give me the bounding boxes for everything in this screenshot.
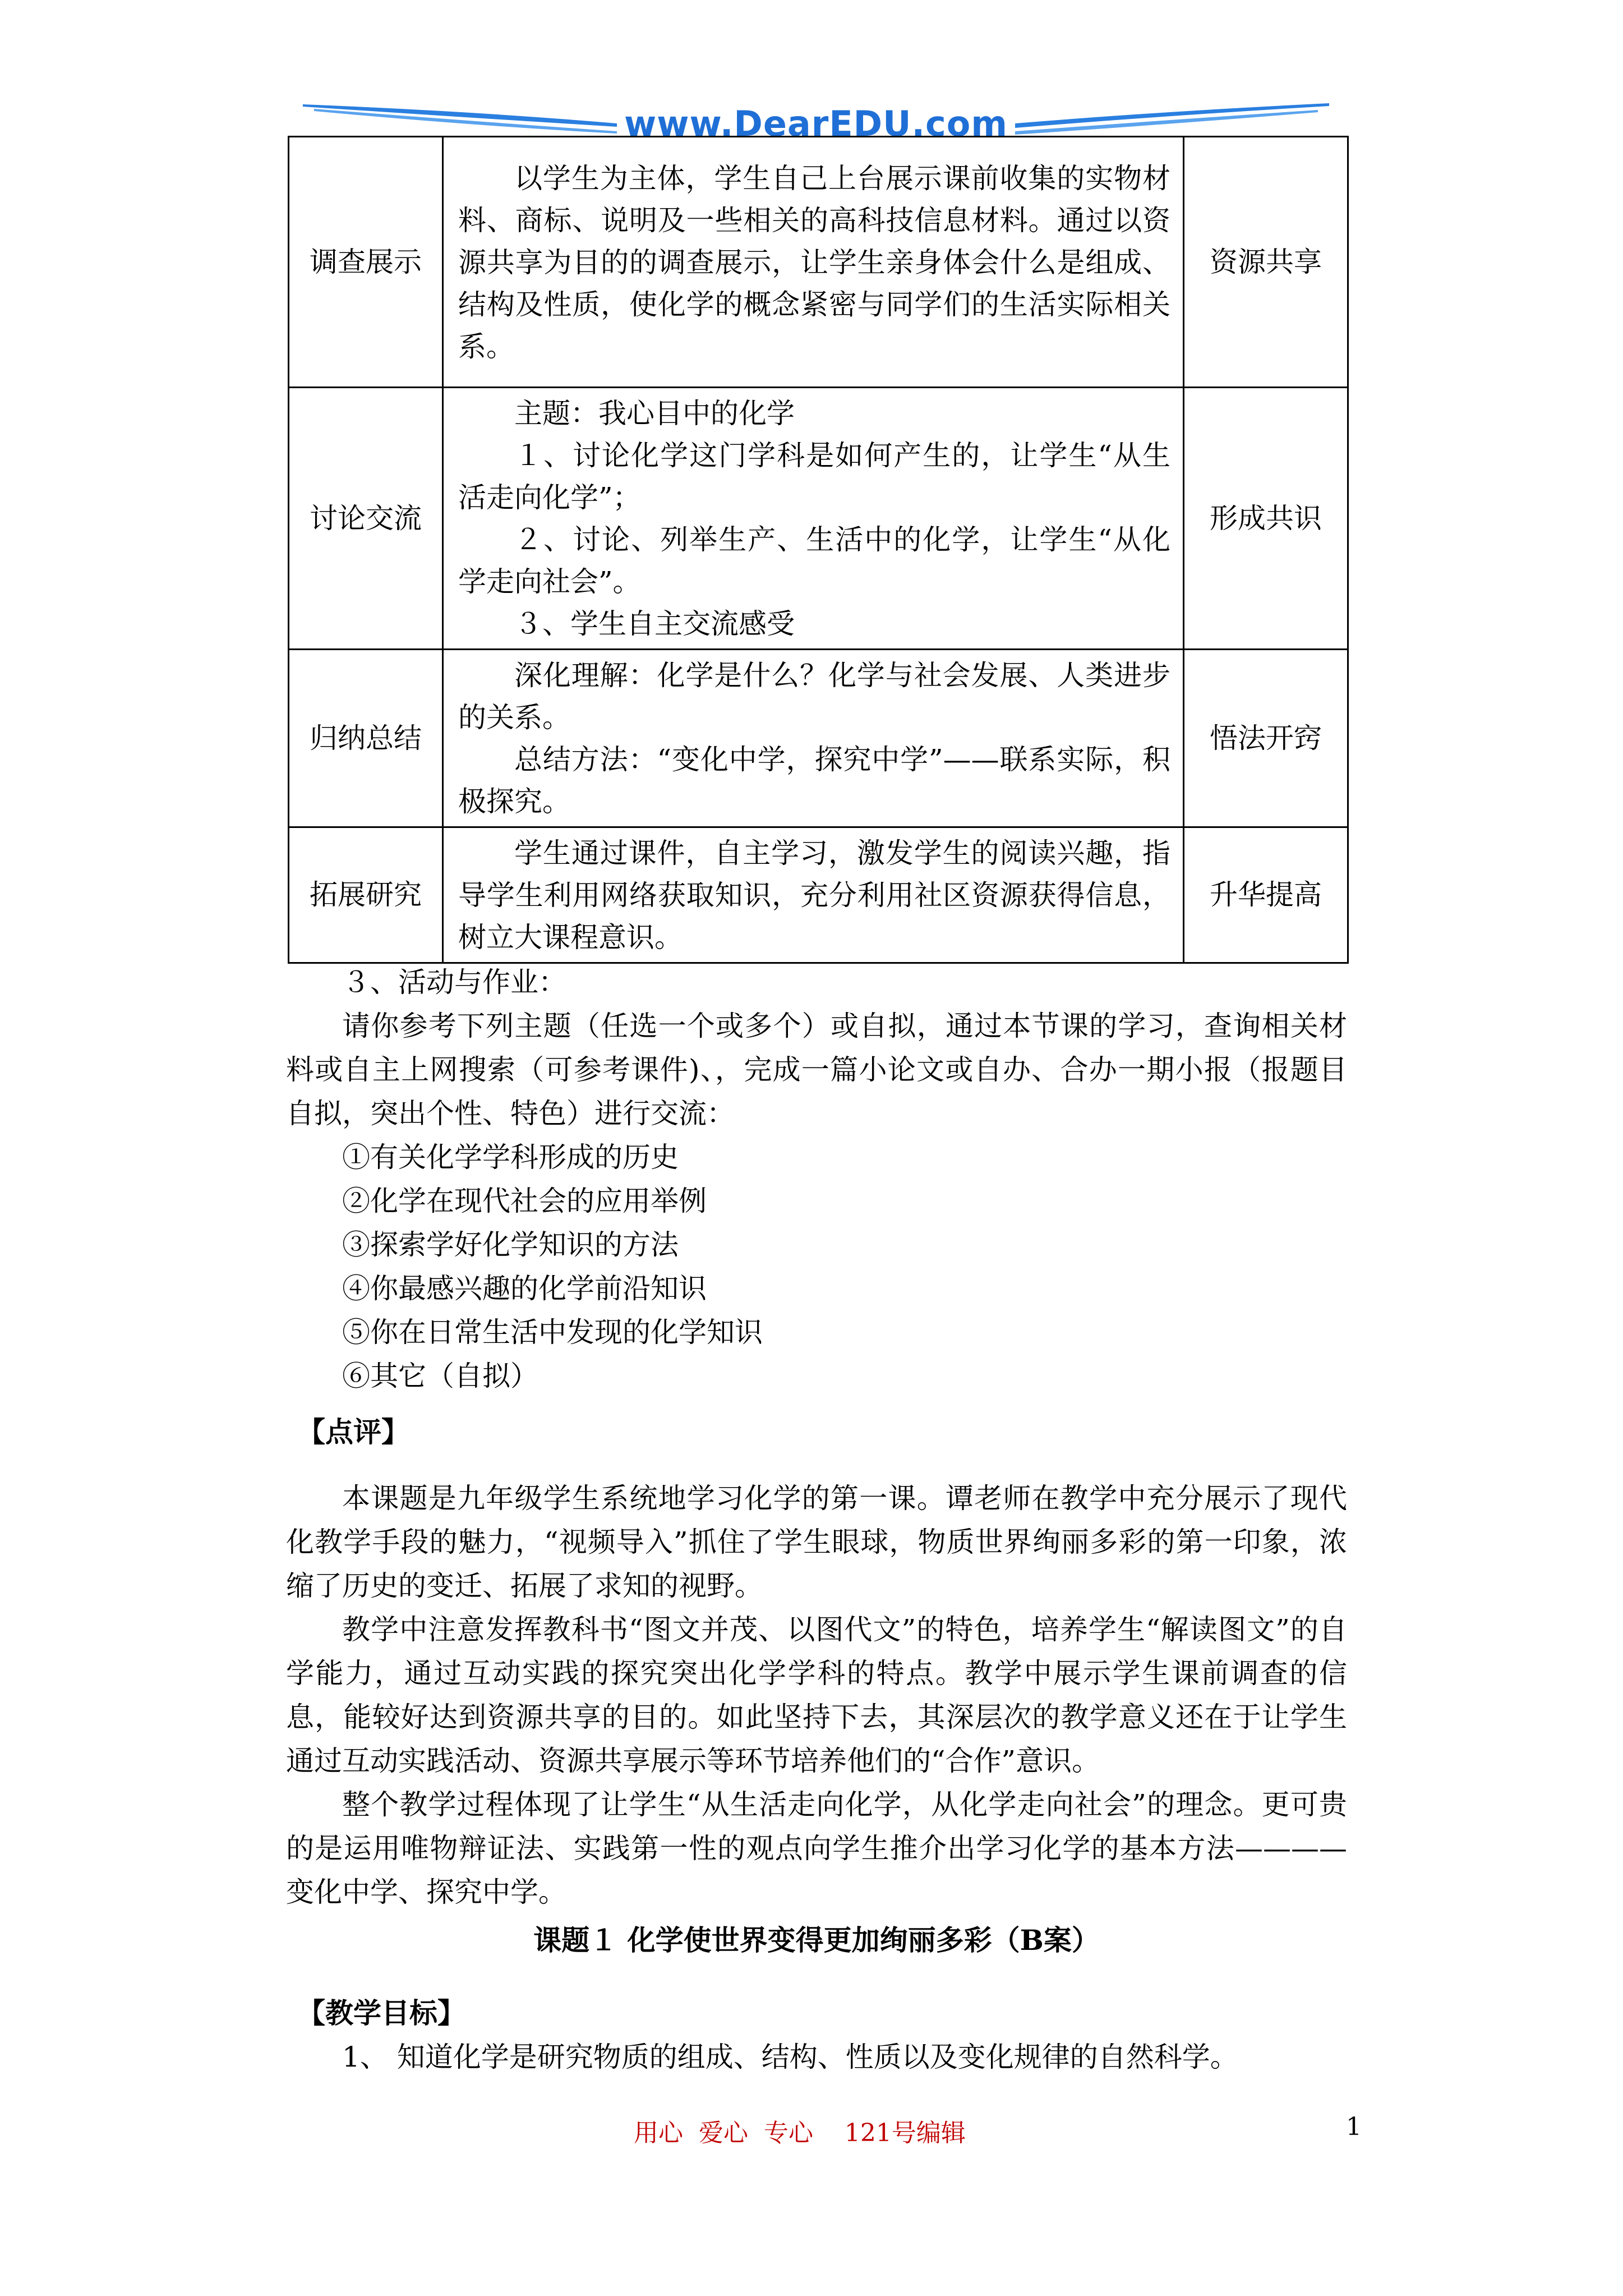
- purpose-cell: 升华提高: [1184, 827, 1348, 963]
- review-paragraph: 整个教学过程体现了让学生“从生活走向化学，从化学走向社会”的理念。更可贵的是运用唯物辩证法、实践第一性的观点向学生推介出学习化学的基本方法————变化中学、探究中学。: [286, 1788, 1347, 1908]
- review-paragraph: 教学中注意发挥教科书“图文并茂、以图代文”的特色，培养学生“解读图文”的自学能力，通过互动实践的探究突出化学学科的特点。教学中展示学生课前调查的信息，能较好达到资源共享的目的。如此坚持下去，其深层次的教学意义还在于让学生通过互动实践活动、资源共享展示等环节培养他们的“合作”意识。: [286, 1613, 1347, 1777]
- content-cell: [443, 650, 1184, 827]
- stage-cell: 归纳总结: [289, 650, 443, 827]
- list-item: ③探索学好化学知识的方法: [342, 1228, 679, 1261]
- content-text: １、讨论化学这门学科是如何产生的，让学生“从生活走向化学”；: [458, 439, 1170, 514]
- list-item: ④你最感兴趣的化学前沿知识: [342, 1272, 707, 1305]
- document-body: [286, 960, 1347, 2079]
- goals-heading: 【教学目标】: [297, 1996, 465, 2030]
- stage-cell: 讨论交流: [289, 388, 443, 650]
- stage-cell: 拓展研究: [289, 827, 443, 963]
- page-number: 1: [1346, 2113, 1362, 2141]
- list-item: ⑤你在日常生活中发现的化学知识: [342, 1316, 763, 1349]
- content-text: ３、学生自主交流感受: [514, 608, 795, 640]
- goal-item: 1、 知道化学是研究物质的组成、结构、性质以及变化规律的自然科学。: [342, 2041, 1238, 2073]
- activity-intro: 请你参考下列主题（任选一个或多个）或自拟，通过本节课的学习，查询相关材料或自主上网搜索（可参考课件)、，完成一篇小论文或自办、合办一期小报（报题目自拟，突出个性、特色）进行交流：: [286, 1010, 1347, 1130]
- content-cell: [443, 827, 1184, 963]
- content-text: 主题：我心目中的化学: [514, 397, 795, 430]
- table-row: [289, 388, 1348, 650]
- activity-title: ３、活动与作业：: [342, 966, 566, 999]
- review-paragraph: 本课题是九年级学生系统地学习化学的第一课。谭老师在教学中充分展示了现代化教学手段的魅力，“视频导入”抓住了学生眼球，物质世界绚丽多彩的第一印象，浓缩了历史的变迁、拓展了求知的视野。: [286, 1482, 1347, 1602]
- stage-cell: 调查展示: [289, 137, 443, 388]
- content-text: ２、讨论、列举生产、生活中的化学，让学生“从化学走向社会”。: [458, 523, 1170, 598]
- site-logo-text: www.DearEDU.com: [624, 103, 1008, 144]
- content-text: 以学生为主体，学生自己上台展示课前收集的实物材料、商标、说明及一些相关的高科技信息材料。通过以资源共享为目的的调查展示，让学生亲身体会什么是组成、结构及性质，使化学的概念紧密与同学们的生活实际相关系。: [458, 162, 1170, 363]
- content-text: 深化理解：化学是什么？化学与社会发展、人类进步的关系。: [458, 659, 1170, 734]
- review-heading: 【点评】: [297, 1415, 409, 1448]
- table-row: [289, 827, 1348, 963]
- content-cell: [443, 388, 1184, 650]
- list-item: ①有关化学学科形成的历史: [342, 1141, 679, 1174]
- lesson-process-table: [288, 136, 1349, 964]
- purpose-cell: 资源共享: [1184, 137, 1348, 388]
- lesson-b-title: 课题１ 化学使世界变得更加绚丽多彩（B案）: [533, 1924, 1100, 1957]
- footer-text: 用心 爱心 专心 121号编辑: [634, 2119, 966, 2147]
- table-row: [289, 650, 1348, 827]
- purpose-cell: 形成共识: [1184, 388, 1348, 650]
- table-row: [289, 137, 1348, 388]
- content-cell: [443, 137, 1184, 388]
- list-item: ⑥其它（自拟）: [342, 1360, 538, 1392]
- list-item: ②化学在现代社会的应用举例: [342, 1185, 707, 1217]
- content-text: 学生通过课件，自主学习，激发学生的阅读兴趣，指导学生利用网络获取知识，充分利用社区资源获得信息，树立大课程意识。: [458, 837, 1170, 954]
- purpose-cell: 悟法开窍: [1184, 650, 1348, 827]
- content-text: 总结方法：“变化中学，探究中学”——联系实际，积极探究。: [458, 743, 1170, 818]
